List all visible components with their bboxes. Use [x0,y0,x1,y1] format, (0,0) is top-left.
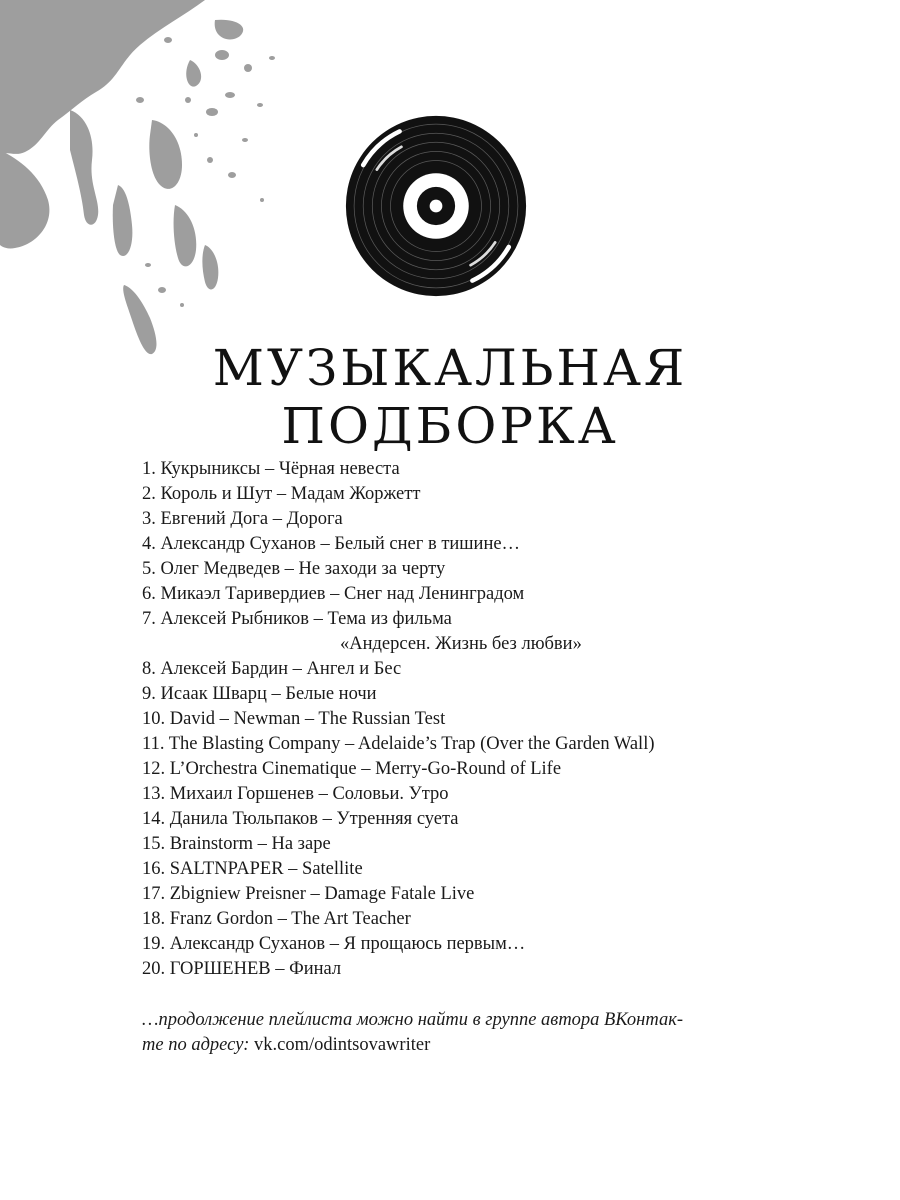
vk-link[interactable]: vk.com/odintsovawriter [254,1035,431,1055]
track-item-19: 19. Александр Суханов – Я прощаюсь первым… [142,934,526,954]
track-item-5: 5. Олег Медведев – Не заходи за черту [142,559,446,579]
track-item-4: 4. Александр Суханов – Белый снег в тишине… [142,534,521,554]
playlist-note-address-label: те по адресу: [142,1035,250,1055]
track-item-7-continuation: «Андерсен. Жизнь без любви» [340,634,582,654]
track-item-13: 13. Михаил Горшенев – Соловьи. Утро [142,784,449,804]
track-item-14: 14. Данила Тюльпаков – Утренняя суета [142,809,459,829]
track-item-15: 15. Brainstorm – На заре [142,834,331,854]
track-item-6: 6. Микаэл Таривердиев – Снег над Ленинградом [142,584,525,604]
page-title [0,339,900,455]
track-item-3: 3. Евгений Дога – Дорога [142,509,343,529]
track-item-1: 1. Кукрыниксы – Чёрная невеста [142,459,400,479]
track-item-9: 9. Исаак Шварц – Белые ночи [142,684,377,704]
track-item-20: 20. ГОРШЕНЕВ – Финал [142,959,342,979]
vinyl-record-icon [345,115,527,297]
track-item-2: 2. Король и Шут – Мадам Жоржетт [142,484,421,504]
title-line-1: МУЗЫКАЛЬНАЯ [212,338,688,397]
paint-splash-decoration [0,0,320,370]
track-item-8: 8. Алексей Бардин – Ангел и Бес [142,659,402,679]
track-item-7: 7. Алексей Рыбников – Тема из фильма [142,609,452,629]
track-item-16: 16. SALTNPAPER – Satellite [142,859,363,879]
playlist-note [142,1008,762,1058]
track-item-12: 12. L’Orchestra Cinematique – Merry-Go-Round of Life [142,759,562,779]
track-item-17: 17. Zbigniew Preisner – Damage Fatale Live [142,884,475,904]
track-list [142,457,655,982]
playlist-note-line-1: …продолжение плейлиста можно найти в группе автора ВКонтак- [142,1010,684,1030]
playlist-note-line-2 [142,1033,762,1058]
title-line-2: ПОДБОРКА [281,396,619,455]
track-item-10: 10. David – Newman – The Russian Test [142,709,446,729]
track-item-18: 18. Franz Gordon – The Art Teacher [142,909,411,929]
track-item-11: 11. The Blasting Company – Adelaide’s Trap (Over the Garden Wall) [142,734,655,754]
